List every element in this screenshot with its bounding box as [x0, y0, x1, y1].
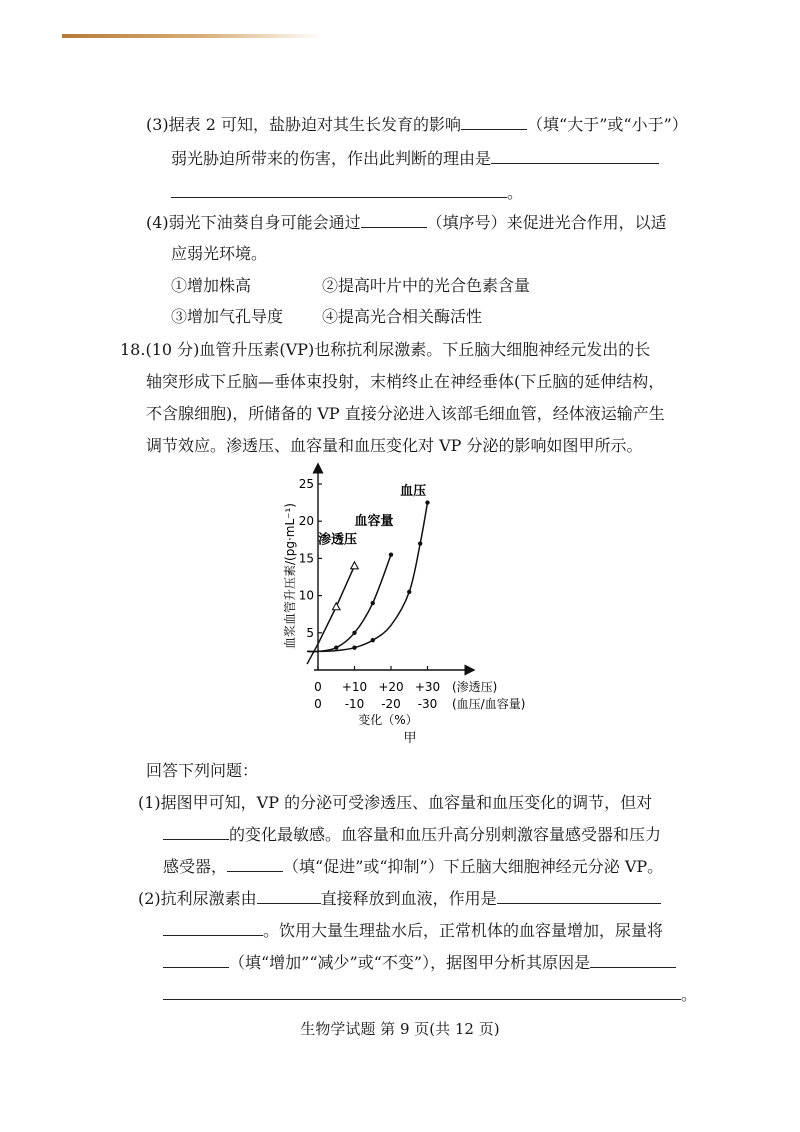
x-tick-label-row1: (渗透压)	[452, 680, 498, 694]
q18-para-line3: 不含腺细胞)，所储备的 VP 直接分泌进入该部毛细血管，经体液运输产生	[146, 404, 665, 423]
x-tick-label-row2: (血压/血容量)	[452, 697, 526, 711]
x-tick-label: -30	[417, 697, 438, 711]
y-tick-label: 15	[298, 551, 314, 566]
q18-q2-text1a: (2)抗利尿激素由	[138, 889, 257, 908]
figure-jia-chart	[270, 458, 600, 748]
q18-q1-text3b: （填“促进”或“抑制”）下丘脑大细胞神经元分泌 VP。	[283, 857, 664, 876]
option-2: ②提高叶片中的光合色素含量	[322, 276, 531, 295]
answer-blank[interactable]	[171, 181, 507, 198]
chart-title: 甲	[403, 731, 417, 746]
data-point-dot	[352, 645, 356, 649]
data-point-dot	[407, 590, 411, 594]
option-1: ①增加株高	[171, 276, 252, 295]
q17-p4-line2	[171, 243, 267, 265]
question-points: (10 分)	[145, 340, 200, 359]
q18-q2-line1	[138, 887, 661, 910]
data-point-dot	[418, 541, 422, 545]
answer-blank[interactable]	[491, 147, 659, 164]
q18-q2-line3	[163, 951, 676, 974]
q17-p4-hint: （填序号）来促进光合作用，以适	[426, 213, 667, 232]
data-point-dot	[371, 638, 375, 642]
q18-text1: 血管升压素(VP)也称抗利尿激素。下丘脑大细胞神经元发出的长	[199, 340, 651, 359]
q17-p4-line1	[146, 211, 667, 234]
page-footer: 生物学试题 第 9 页(共 12 页)	[300, 1020, 500, 1038]
x-tick-label: -20	[381, 697, 401, 711]
data-point-dot	[389, 552, 393, 556]
answer-blank[interactable]	[497, 887, 661, 904]
q18-q1-text2: 的变化最敏感。血容量和血压升高分别刺激容量感受器和压力	[229, 825, 662, 844]
answer-blank[interactable]	[227, 855, 283, 872]
q18-para-line4: 调节效应。渗透压、血容量和血压变化对 VP 分泌的影响如图甲所示。	[146, 436, 643, 455]
data-point-dot	[334, 645, 338, 649]
x-tick-label: 0	[314, 697, 322, 711]
x-tick-label: +30	[414, 680, 441, 694]
q18-para-line2: 轴突形成下丘脑—垂体束投射，末梢终止在神经垂体(下丘脑的延伸结构，	[146, 372, 665, 391]
answer-blank[interactable]	[163, 951, 229, 968]
period: 。	[681, 985, 698, 1004]
option-3: ③增加气孔导度	[171, 307, 284, 326]
answer-prompt: 回答下列问题：	[146, 761, 259, 780]
period: 。	[507, 183, 524, 202]
answer-blank[interactable]	[461, 113, 527, 130]
option-4: ④提高光合相关酶活性	[322, 307, 483, 326]
q18-q1-line2	[163, 823, 661, 846]
y-tick-label: 10	[298, 588, 314, 603]
q17-p3-text1: (3)据表 2 可知，盐胁迫对其生长发育的影响	[146, 115, 462, 134]
x-tick-label: +10	[341, 680, 368, 694]
data-point-dot	[371, 601, 375, 605]
series-label: 血容量	[354, 513, 394, 529]
answer-blank[interactable]	[590, 951, 676, 968]
q17-p3-text2: 弱光胁迫所带来的伤害，作出此判断的理由是	[171, 149, 492, 168]
answer-blank[interactable]	[361, 211, 427, 228]
y-tick-label: 25	[298, 477, 314, 491]
series-label: 渗透压	[318, 532, 358, 548]
data-point-dot	[352, 631, 356, 635]
q18-q1-line1: (1)据图甲可知，VP 的分泌可受渗透压、血容量和血压变化的调节，但对	[138, 793, 653, 812]
answer-blank[interactable]	[163, 919, 263, 936]
q18-q2-text3a: （填“增加”“减少”或“不变”），据图甲分析其原因是	[229, 953, 591, 972]
q18-q1-text3a: 感受器，	[163, 857, 228, 876]
q17-p4-text2: 应弱光环境。	[171, 244, 268, 263]
y-tick-label: 5	[306, 625, 314, 640]
q17-p4-text1: (4)弱光下油葵自身可能会通过	[146, 213, 361, 232]
q18-para-line1	[120, 339, 650, 361]
scan-edge-mark	[62, 34, 322, 38]
x-tick-label: -10	[344, 697, 365, 711]
data-point-triangle	[351, 562, 359, 569]
x-axis-label: 变化（%）	[358, 713, 418, 727]
y-axis-label: 血浆血管升压素/(pg·mL⁻¹)	[283, 503, 297, 649]
data-point-triangle	[332, 603, 340, 610]
q18-q2-line4	[163, 983, 697, 1006]
series-label: 血压	[400, 484, 427, 500]
y-tick-label: 20	[298, 514, 314, 529]
q18-q2-line2	[163, 919, 663, 942]
answer-blank[interactable]	[163, 983, 681, 1000]
x-tick-label: 0	[314, 680, 322, 694]
answer-blank[interactable]	[163, 823, 229, 840]
q18-q1-line3	[163, 855, 663, 878]
x-tick-label: +20	[378, 680, 404, 694]
q17-p3-hint: （填“大于”或“小于”）	[527, 115, 688, 134]
data-point-dot	[425, 500, 429, 504]
q17-p3-line1	[146, 113, 688, 136]
question-number: 18.	[120, 340, 146, 359]
q17-p3-line3	[171, 181, 523, 204]
answer-blank[interactable]	[257, 887, 321, 904]
q17-p3-line2	[171, 147, 659, 170]
q18-q2-text2: 。饮用大量生理盐水后，正常机体的血容量增加，尿量将	[263, 921, 664, 940]
q18-q2-text1b: 直接释放到血液，作用是	[320, 889, 497, 908]
